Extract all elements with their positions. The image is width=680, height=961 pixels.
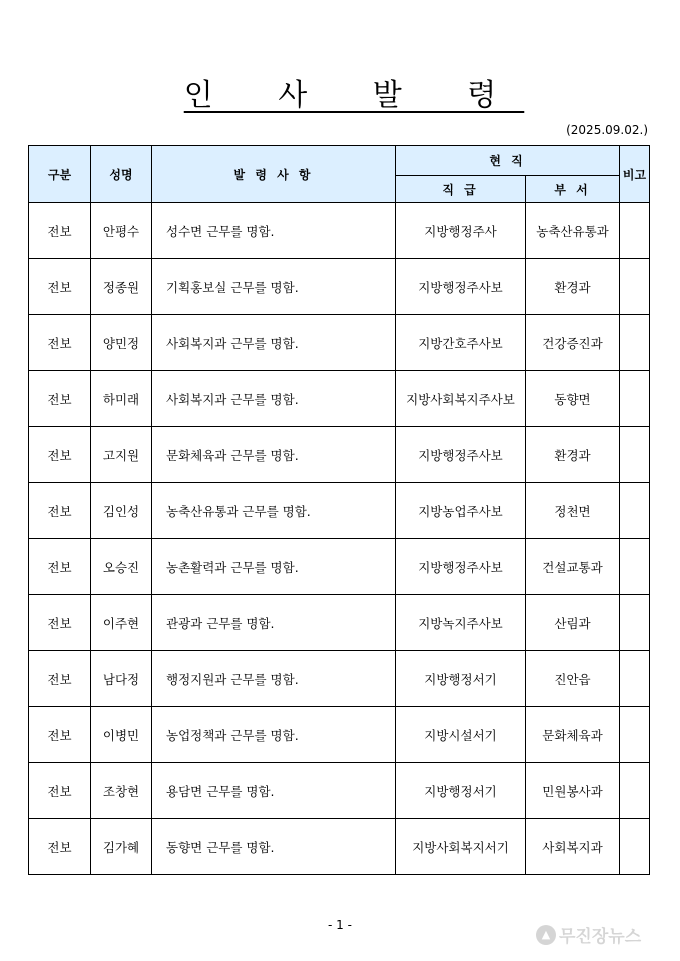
cell-dept: 동향면: [526, 371, 620, 427]
cell-order: 사회복지과 근무를 명함.: [152, 315, 396, 371]
watermark: [536, 922, 641, 947]
table-row: [29, 595, 650, 651]
table-row: [29, 259, 650, 315]
cell-grade: 지방녹지주사보: [396, 595, 526, 651]
cell-name: 조창현: [91, 763, 152, 819]
cell-category: 전보: [29, 259, 91, 315]
cell-name: 안평수: [91, 203, 152, 259]
cell-dept: 환경과: [526, 427, 620, 483]
cell-order: 사회복지과 근무를 명함.: [152, 371, 396, 427]
cell-note: [620, 427, 650, 483]
cell-note: [620, 763, 650, 819]
cell-category: 전보: [29, 371, 91, 427]
cell-dept: 농축산유통과: [526, 203, 620, 259]
document-title: 인 사 발 령: [183, 78, 525, 113]
cell-order: 동향면 근무를 명함.: [152, 819, 396, 875]
cell-dept: 건강증진과: [526, 315, 620, 371]
cell-order: 농축산유통과 근무를 명함.: [152, 483, 396, 539]
cell-name: 양민정: [91, 315, 152, 371]
cell-grade: 지방행정주사보: [396, 427, 526, 483]
cell-category: 전보: [29, 651, 91, 707]
cell-dept: 산림과: [526, 595, 620, 651]
table-row: [29, 763, 650, 819]
cell-note: [620, 259, 650, 315]
header-current: 현 직: [396, 146, 620, 176]
page-number: - 1 -: [328, 918, 352, 932]
cell-note: [620, 595, 650, 651]
cell-name: 정종원: [91, 259, 152, 315]
table-row: [29, 427, 650, 483]
cell-category: 전보: [29, 539, 91, 595]
header-note: 비고: [620, 146, 650, 203]
cell-category: 전보: [29, 315, 91, 371]
cell-note: [620, 371, 650, 427]
cell-name: 남다정: [91, 651, 152, 707]
cell-category: 전보: [29, 819, 91, 875]
header-grade: 직 급: [396, 176, 526, 203]
cell-category: 전보: [29, 707, 91, 763]
cell-name: 오승진: [91, 539, 152, 595]
cell-note: [620, 707, 650, 763]
cell-dept: 민원봉사과: [526, 763, 620, 819]
cell-grade: 지방사회복지주사보: [396, 371, 526, 427]
table-row: [29, 539, 650, 595]
cell-grade: 지방행정주사: [396, 203, 526, 259]
cell-note: [620, 315, 650, 371]
cell-name: 이병민: [91, 707, 152, 763]
table-row: [29, 203, 650, 259]
cell-dept: 진안읍: [526, 651, 620, 707]
cell-category: 전보: [29, 763, 91, 819]
cell-grade: 지방농업주사보: [396, 483, 526, 539]
news-logo-icon: ▲: [536, 925, 556, 945]
cell-category: 전보: [29, 427, 91, 483]
cell-order: 문화체육과 근무를 명함.: [152, 427, 396, 483]
table-row: [29, 315, 650, 371]
cell-order: 기획홍보실 근무를 명함.: [152, 259, 396, 315]
watermark-text: 무진장뉴스: [559, 927, 642, 947]
cell-name: 고지원: [91, 427, 152, 483]
cell-category: 전보: [29, 483, 91, 539]
personnel-table: [28, 145, 650, 875]
table-row: [29, 819, 650, 875]
cell-name: 하미래: [91, 371, 152, 427]
header-category: 구분: [29, 146, 91, 203]
cell-dept: 건설교통과: [526, 539, 620, 595]
cell-name: 김가혜: [91, 819, 152, 875]
cell-dept: 사회복지과: [526, 819, 620, 875]
cell-name: 김인성: [91, 483, 152, 539]
cell-order: 용담면 근무를 명함.: [152, 763, 396, 819]
cell-grade: 지방간호주사보: [396, 315, 526, 371]
cell-name: 이주현: [91, 595, 152, 651]
issue-date: (2025.09.02.): [566, 123, 648, 137]
cell-note: [620, 819, 650, 875]
cell-order: 농업정책과 근무를 명함.: [152, 707, 396, 763]
cell-dept: 정천면: [526, 483, 620, 539]
header-name: 성명: [91, 146, 152, 203]
table-row: [29, 371, 650, 427]
cell-note: [620, 203, 650, 259]
table-row: [29, 651, 650, 707]
cell-grade: 지방행정주사보: [396, 539, 526, 595]
cell-grade: 지방사회복지서기: [396, 819, 526, 875]
cell-category: 전보: [29, 203, 91, 259]
cell-order: 행정지원과 근무를 명함.: [152, 651, 396, 707]
header-order: 발 령 사 항: [152, 146, 396, 203]
cell-order: 관광과 근무를 명함.: [152, 595, 396, 651]
cell-note: [620, 539, 650, 595]
cell-grade: 지방행정주사보: [396, 259, 526, 315]
cell-order: 농촌활력과 근무를 명함.: [152, 539, 396, 595]
cell-grade: 지방행정서기: [396, 651, 526, 707]
table-row: [29, 483, 650, 539]
cell-dept: 문화체육과: [526, 707, 620, 763]
cell-category: 전보: [29, 595, 91, 651]
cell-grade: 지방행정서기: [396, 763, 526, 819]
table-row: [29, 707, 650, 763]
cell-order: 성수면 근무를 명함.: [152, 203, 396, 259]
cell-dept: 환경과: [526, 259, 620, 315]
cell-note: [620, 651, 650, 707]
cell-note: [620, 483, 650, 539]
cell-grade: 지방시설서기: [396, 707, 526, 763]
header-dept: 부 서: [526, 176, 620, 203]
